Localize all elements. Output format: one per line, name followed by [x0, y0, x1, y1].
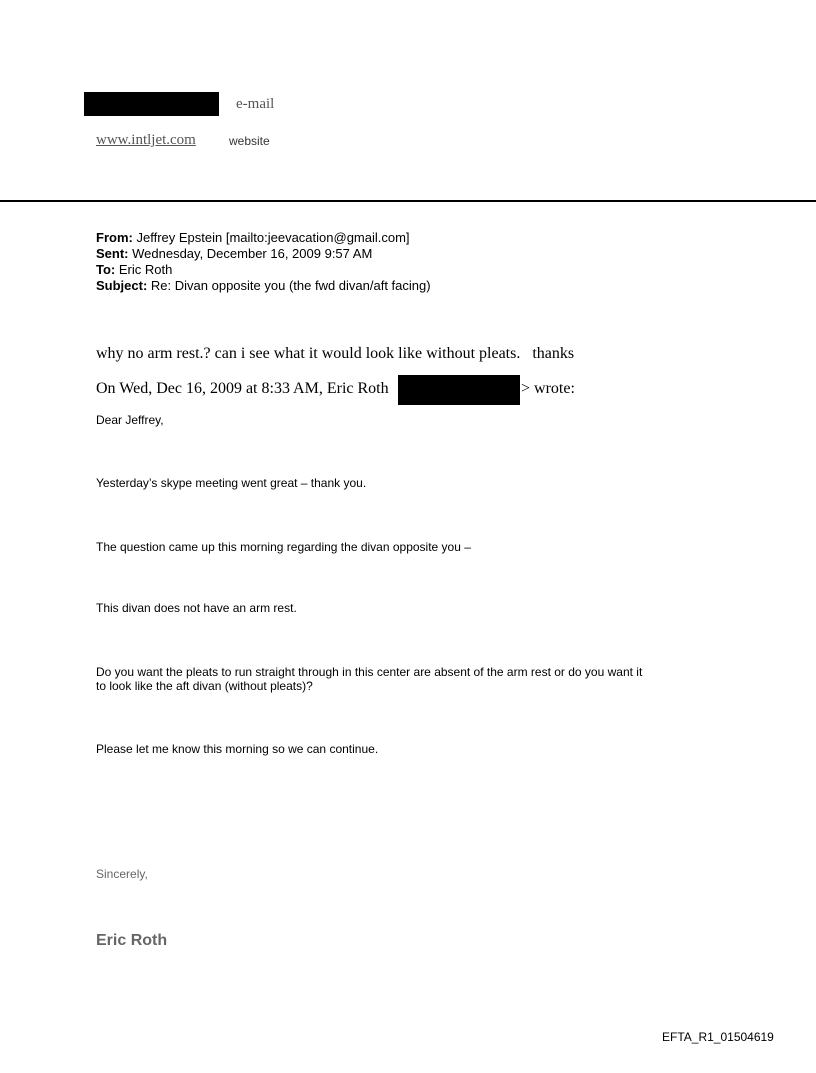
- email-header: [96, 230, 796, 294]
- quote-prefix: On Wed, Dec 16, 2009 at 8:33 AM, Eric Roth: [96, 380, 389, 397]
- signature: Eric Roth: [96, 932, 168, 949]
- paragraph-1: Yesterday’s skype meeting went great – thank you.: [96, 476, 367, 490]
- website-link[interactable]: www.intljet.com: [96, 132, 196, 148]
- header-from: [96, 230, 796, 246]
- paragraph-3: This divan does not have an arm rest.: [96, 601, 297, 615]
- header-sent: [96, 246, 796, 262]
- from-label: From:: [96, 230, 133, 245]
- paragraph-4-line-2: to look like the aft divan (without pleats)?: [96, 679, 313, 693]
- sent-label: Sent:: [96, 246, 129, 261]
- paragraph-2: The question came up this morning regarding the divan opposite you –: [96, 540, 471, 554]
- redaction-box-sender: [398, 375, 520, 405]
- to-value: Eric Roth: [118, 262, 173, 277]
- subject-value: Re: Divan opposite you (the fwd divan/aft facing): [150, 278, 431, 293]
- subject-label: Subject:: [96, 278, 148, 293]
- reply-text: why no arm rest.? can i see what it would look like without pleats. thanks: [96, 345, 575, 362]
- quote-suffix: > wrote:: [521, 380, 575, 397]
- paragraph-5: Please let me know this morning so we can continue.: [96, 742, 379, 756]
- redaction-box-email: [84, 92, 219, 116]
- header-subject: [96, 278, 796, 294]
- email-label: e-mail: [236, 96, 275, 112]
- header-to: [96, 262, 796, 278]
- closing: Sincerely,: [96, 867, 148, 881]
- paragraph-4-line-1: Do you want the pleats to run straight through in this center are absent of the arm rest or do you want it: [96, 665, 643, 679]
- greeting: Dear Jeffrey,: [96, 413, 164, 427]
- website-label: website: [229, 134, 270, 148]
- document-id: EFTA_R1_01504619: [662, 1030, 774, 1044]
- divider-line: [0, 200, 816, 202]
- sent-value: Wednesday, December 16, 2009 9:57 AM: [132, 246, 373, 261]
- from-value: Jeffrey Epstein [mailto:jeevacation@gmail.com]: [136, 230, 410, 245]
- to-label: To:: [96, 262, 116, 277]
